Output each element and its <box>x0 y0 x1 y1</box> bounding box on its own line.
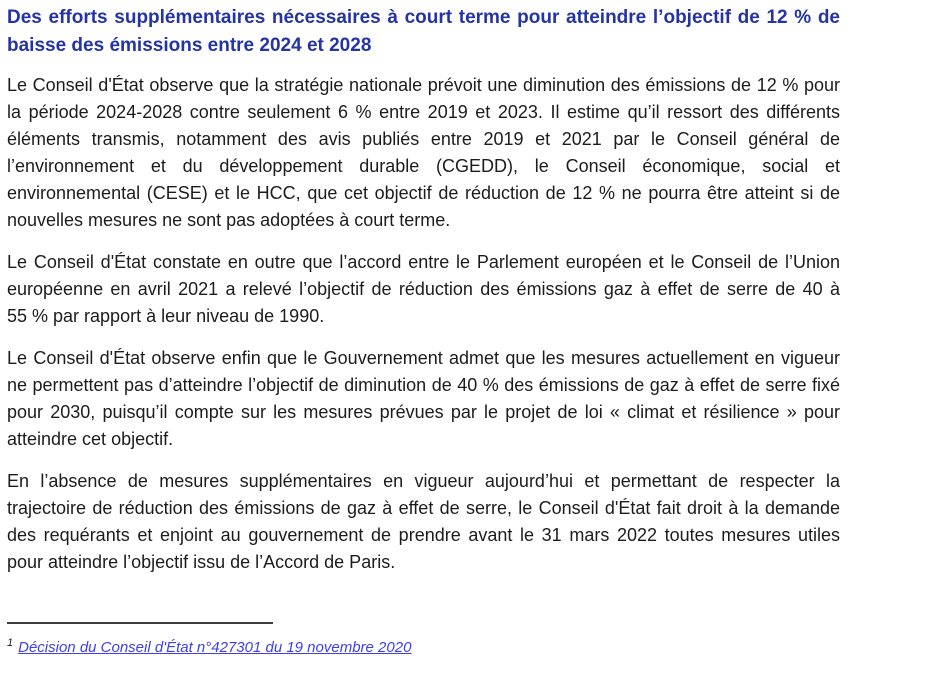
body-paragraph-3: Le Conseil d'État observe enfin que le Gouvernement admet que les mesures actuellement en vigueur ne permettent pas d’atteindre l’objectif de diminution de 40 % des émissions de gaz à effet de serre fixé pour 2030, puisqu’il compte sur les mesures prévues par le projet de loi « climat et résilience » pour atteindre cet objectif. <box>7 348 840 449</box>
footnote-separator <box>7 622 273 624</box>
document-heading: Des efforts supplémentaires nécessaires à court terme pour atteindre l’objectif de 12 % de baisse des émissions entre 2024 et 2028 <box>7 7 840 56</box>
footnote-marker: 1 <box>7 637 14 649</box>
footnote <box>7 622 840 658</box>
body-paragraph-2: Le Conseil d'État constate en outre que l’accord entre le Parlement européen et le Conseil de l’Union européenne en avril 2021 a relevé l’objectif de réduction des émissions gaz à effet de serre de 40 à 55 % par rapport à leur niveau de 1990. <box>7 252 840 326</box>
body-paragraph-1: Le Conseil d'État observe que la stratégie nationale prévoit une diminution des émissions de 12 % pour la période 2024-2028 contre seulement 6 % entre 2019 et 2023. Il estime qu’il ressort des différents éléments transmis, notamment des avis publiés entre 2019 et 2021 par le Conseil général de l’environnement et du développement durable (CGEDD), le Conseil économique, social et environnemental (CESE) et le HCC, que cet objectif de réduction de 12 % ne pourra être atteint si de nouvelles mesures ne sont pas adoptées à court terme. <box>7 75 840 230</box>
body-paragraph-4: En l’absence de mesures supplémentaires en vigueur aujourd’hui et permettant de respecter la trajectoire de réduction des émissions de gaz à effet de serre, le Conseil d'État fait droit à la demande des requérants et enjoint au gouvernement de prendre avant le 31 mars 2022 toutes mesures utiles pour atteindre l’objectif issu de l’Accord de Paris. <box>7 471 840 572</box>
document-text-block <box>7 4 840 658</box>
footnote-link[interactable]: Décision du Conseil d'État n°427301 du 19 novembre 2020 <box>18 639 412 656</box>
footnote-line <box>7 633 840 658</box>
